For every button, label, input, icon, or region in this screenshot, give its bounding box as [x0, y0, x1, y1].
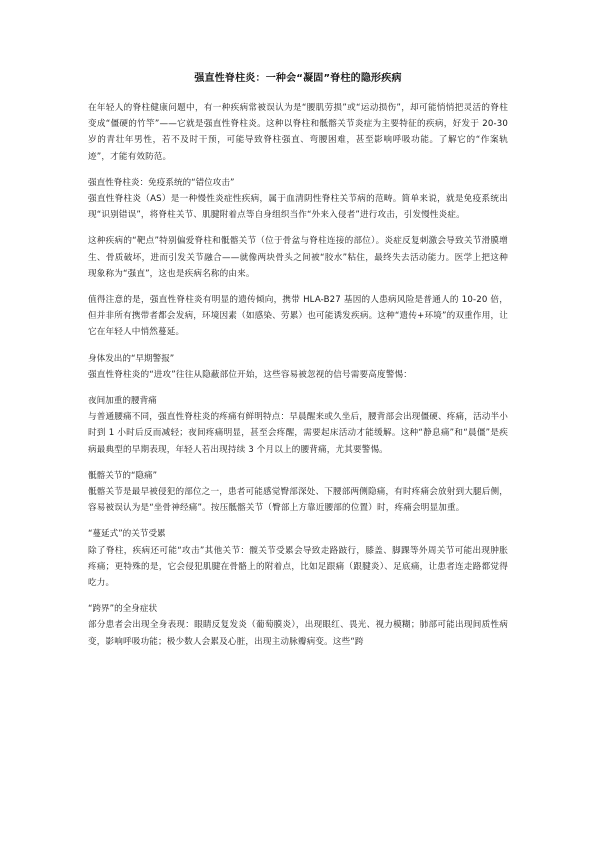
subheading-sacroiliac: 骶髂关节的“隐痛”	[88, 470, 158, 481]
subheading-joint-spread: “蔓延式”的关节受累	[88, 529, 166, 540]
section-heading-immune: 强直性脊柱炎：免疫系统的“错位攻击”	[88, 177, 235, 188]
paragraph-definition: 强直性脊柱炎（AS）是一种慢性炎症性疾病，属于血清阴性脊柱关节病的范畴。简单来说，就是免疫系统出现“识别错误”，将脊柱关节、肌腱附着点等自身组织当作“外来入侵者”进行攻击，引发慢性炎症。	[88, 194, 508, 221]
paragraph-joint-spread: 除了脊柱，疾病还可能“攻击”其他关节：髋关节受累会导致走路跛行，膝盖、脚踝等外周关节可能出现肿胀疼痛；更特殊的是，它会侵犯肌腱在骨骼上的附着点，比如足跟痛（跟腱炎）、足底痛，让患者连走路都觉得吃力。	[88, 545, 508, 589]
intro-paragraph: 在年轻人的脊柱健康问题中，有一种疾病常被误认为是“腰肌劳损”或“运动损伤”，却可能悄悄把灵活的脊柱变成“僵硬的竹竿”——它就是强直性脊柱炎。这种以脊柱和骶髂关节炎症为主要特征的疾病，好发于 20-30 岁的青壮年男性，若不及时干预，可能导致脊柱强直、弯腰困难，甚至影响呼吸功能。了解它的“作案轨迹”，才能有效防范。	[88, 103, 508, 162]
document-title: 强直性脊柱炎：一种会“凝固”脊柱的隐形疾病	[194, 73, 402, 84]
section-heading-warning: 身体发出的“早期警报”	[88, 353, 175, 364]
subheading-night-pain: 夜间加重的腰背痛	[88, 396, 157, 407]
subheading-systemic: “跨界”的全身症状	[88, 604, 158, 615]
paragraph-night-pain: 与普通腰痛不同，强直性脊柱炎的疼痛有鲜明特点：早晨醒来或久坐后，腰背部会出现僵硬、疼痛，活动半小时到 1 小时后反而减轻；夜间疼痛明显，甚至会疼醒，需要起床活动才能缓解。这种“静息痛”和“晨僵”是疾病最典型的早期表现，年轻人若出现持续 3 个月以上的腰背痛，尤其要警惕。	[88, 412, 508, 455]
document-body	[88, 72, 508, 650]
paragraph-sacroiliac: 骶髂关节是最早被侵犯的部位之一，患者可能感觉臀部深处、下腰部两侧隐痛，有时疼痛会放射到大腿后侧，容易被误认为是“坐骨神经痛”。按压骶髂关节（臀部上方靠近腰部的位置）时，疼痛会明显加重。	[88, 487, 508, 514]
paragraph-systemic: 部分患者会出现全身表现：眼睛反复发炎（葡萄膜炎），出现眼红、畏光、视力模糊；肺部可能出现间质性病变，影响呼吸功能；极少数人会累及心脏，出现主动脉瓣病变。这些“跨	[88, 620, 508, 647]
paragraph-target: 这种疾病的“靶点”特别偏爱脊柱和骶髂关节（位于骨盆与脊柱连接的部位）。炎症反复刺激会导致关节滑膜增生、骨质破坏，进而引发关节融合——就像两块骨头之间被“胶水”粘住，最终失去活动能力。医学上把这种现象称为“强直”，这也是疾病名称的由来。	[88, 236, 508, 279]
paragraph-warning-intro: 强直性脊柱炎的“进攻”往往从隐蔽部位开始，这些容易被忽视的信号需要高度警惕：	[88, 369, 412, 380]
paragraph-genetics: 值得注意的是，强直性脊柱炎有明显的遗传倾向，携带 HLA-B27 基因的人患病风险是普通人的 10-20 倍，但并非所有携带者都会发病，环境因素（如感染、劳累）也可能诱发疾病。这种“遗传+环境”的双重作用，让它在年轻人中悄然蔓延。	[88, 295, 508, 338]
